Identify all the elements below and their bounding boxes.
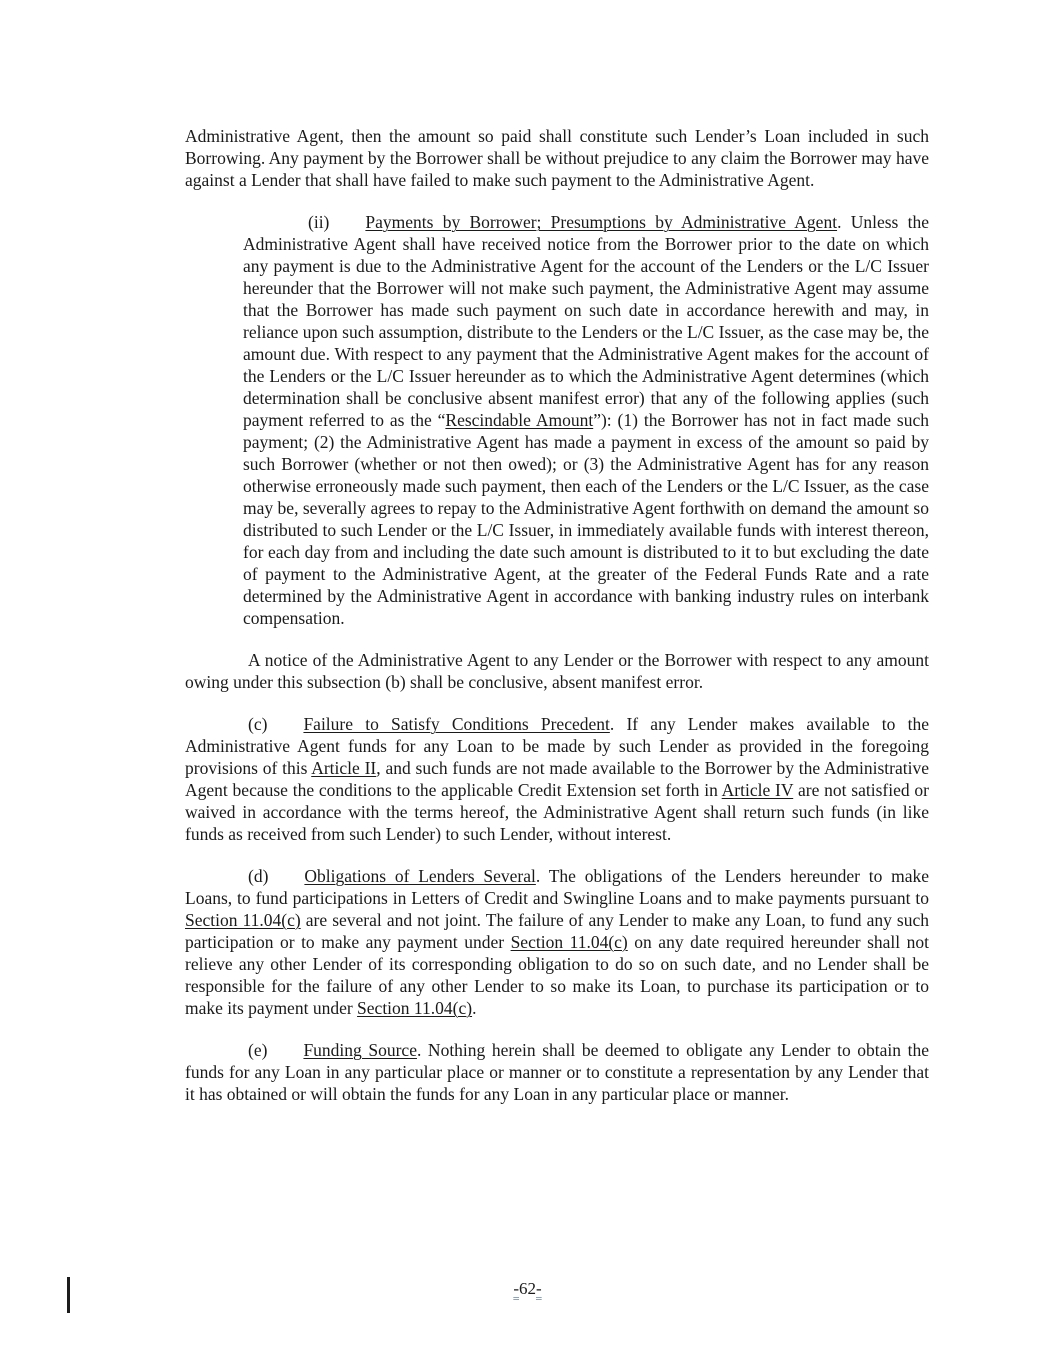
underlined-term: Failure to Satisfy Conditions Precedent — [303, 714, 610, 734]
document-body — [185, 125, 929, 1125]
paragraph-notice — [185, 649, 929, 693]
text-run: are several and not joint. The failure of any Lender to make any Loan, to fund any such participation or to make any payment under — [185, 910, 930, 952]
text-run: Administrative Agent, then the amount so paid shall constitute such Lender’s Loan included in such Borrowing. Any payment by the Borrower shall be without prejudice to any claim the Borrower may have against a Lender that shall have failed to make such payment to the Administrative Agent. — [185, 126, 929, 190]
underlined-term: Funding Source — [303, 1040, 417, 1060]
text-run: (ii) — [308, 212, 330, 232]
page-number: 62 — [519, 1279, 536, 1298]
text-run: are not satisfied or waived in accordance with the terms hereof, the Administrative Agent shall return such funds (in like funds as received from such Lender) to such Lender, without interest. — [185, 780, 929, 844]
page-footer — [0, 1279, 1055, 1299]
text-run: A notice of the Administrative Agent to any Lender or the Borrower with respect to any amount owing under this subsection (b) shall be conclusive, absent manifest error. — [185, 650, 929, 692]
paragraph-continuation — [185, 125, 929, 191]
underlined-term: Article IV — [721, 780, 794, 800]
underlined-term: Payments by Borrower; Presumptions by Administrative Agent — [365, 212, 838, 232]
text-run: . Nothing herein shall be deemed to obligate any Lender to obtain the funds for any Loan in any particular place or manner or to constitute a representation by any Lender that it has obtained or will obtain the funds for any Loan in any particular place or manner. — [185, 1040, 929, 1104]
text-run: . Unless the Administrative Agent shall have received notice from the Borrower prior to the date on which any payment is due to the Administrative Agent for the account of the Lenders or the L/C Issuer hereunder that the Borrower will not make such payment, the Administrative Agent may assume that the Borrower has made such payment on such date in accordance herewith and may, in reliance upon such assumption, distribute to the Lenders or the L/C Issuer, as the case may be, the amount due. With respect to any payment that the Administrative Agent makes for the account of the Lenders or the L/C Issuer hereunder as to which the Administrative Agent determines (which determination shall be conclusive absent manifest error) that any of the following applies (such payment referred to as the “ — [243, 212, 929, 430]
underlined-term: Article II — [311, 758, 377, 778]
text-run: . The obligations of the Lenders hereunder to make Loans, to fund participations in Letters of Credit and Swingline Loans and to make payments pursuant to — [185, 866, 930, 908]
underlined-term: Section 11.04(c) — [510, 932, 628, 952]
text-run: . If any Lender makes available to the Administrative Agent funds for any Loan to be made by such Lender as provided in the foregoing provisions of this — [185, 714, 929, 778]
text-run: , and such funds are not made available to the Borrower by the Administrative Agent because the conditions to the applicable Credit Extension set forth in — [185, 758, 929, 800]
footer-hyphen-left: - — [513, 1279, 519, 1298]
text-run: . — [472, 998, 477, 1018]
underlined-term: Section 11.04(c) — [357, 998, 473, 1018]
text-run: (d) — [248, 866, 269, 886]
text-run: (e) — [248, 1040, 268, 1060]
underlined-term: Obligations of Lenders Several — [304, 866, 536, 886]
text-run: (c) — [248, 714, 268, 734]
underlined-term: Rescindable Amount — [445, 410, 594, 430]
paragraph-clause-d-obligations-of-lenders-several — [185, 865, 929, 1019]
underlined-term: Section 11.04(c) — [185, 910, 301, 930]
text-run: ”): (1) the Borrower has not in fact made such payment; (2) the Administrative Agent has made a payment in excess of the amount so paid by such Borrower (whether or not then owed); or (3) the Administrative Agent has for any reason otherwise erroneously made such payment, then each of the Lenders or the L/C Issuer, as the case may be, severally agrees to repay to the Administrative Agent forthwith on demand the amount so distributed to such Lender or the L/C Issuer, in immediately available funds with interest thereon, for each day from and including the date such amount is distributed to it to but excluding the date of payment to the Administrative Agent, at the greater of the Federal Funds Rate and a rate determined by the Administrative Agent in accordance with banking industry rules on interbank compensation. — [243, 410, 929, 628]
paragraph-clause-c-failure-to-satisfy-conditions-precedent — [185, 713, 929, 845]
footer-hyphen-right: - — [536, 1279, 542, 1298]
paragraph-clause-ii-payments-by-borrower — [243, 211, 929, 629]
paragraph-clause-e-funding-source — [185, 1039, 929, 1105]
text-run: on any date required hereunder shall not relieve any other Lender of its corresponding obligation to do so on such date, and no Lender shall be responsible for the failure of any other Lender to so make its Loan, to purchase its participation or to make its payment under — [185, 932, 930, 1018]
